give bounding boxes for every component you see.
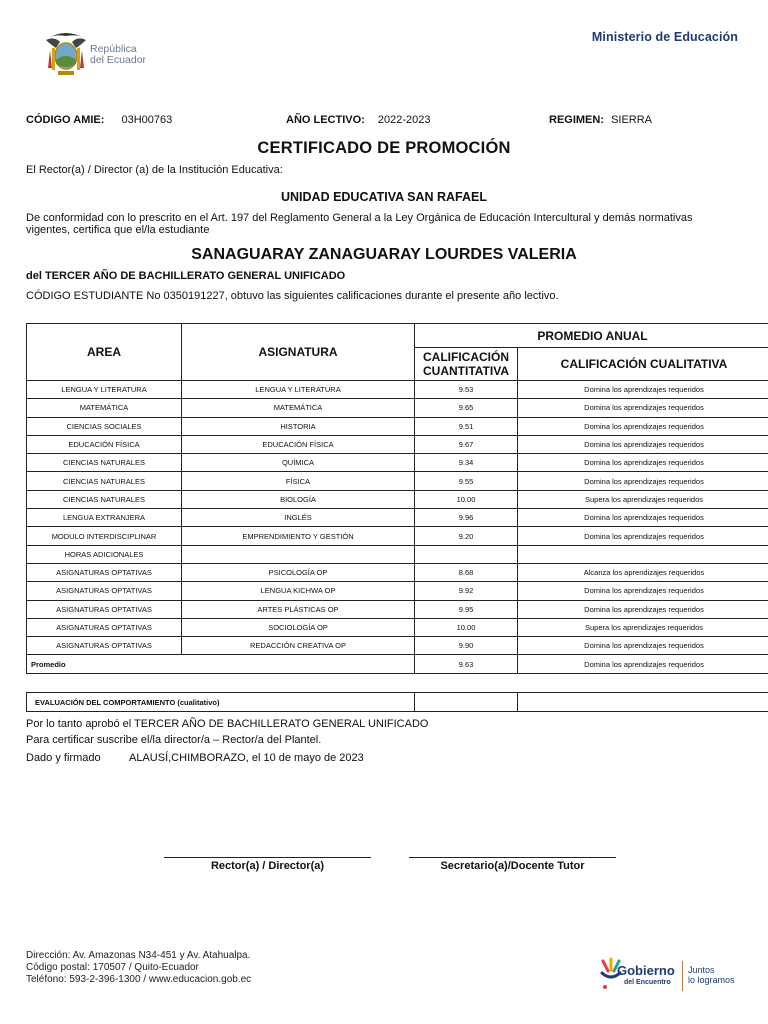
quant-cell: 9.20 (415, 527, 518, 545)
average-qual: Domina los aprendizajes requeridos (518, 655, 768, 673)
area-cell: ASIGNATURAS OPTATIVAS (27, 582, 182, 600)
signature-line-rector (164, 857, 371, 858)
grades-table (26, 323, 768, 674)
gobierno-divider (682, 961, 683, 991)
qual-cell: Domina los aprendizajes requeridos (518, 381, 768, 399)
amie-value: 03H00763 (121, 114, 173, 126)
gobierno-slogan-line2: lo logramos (688, 975, 735, 985)
header-subject: ASIGNATURA (182, 324, 415, 381)
qual-cell: Supera los aprendizajes requeridos (518, 618, 768, 636)
footer-phone: Teléfono: 593-2-396-1300 / www.educacion.gob.ec (26, 974, 252, 985)
area-cell: EDUCACIÓN FÍSICA (27, 435, 182, 453)
table-row (27, 582, 768, 600)
signed-label: Dado y firmado (26, 752, 101, 764)
year-label: AÑO LECTIVO: (286, 114, 365, 126)
gobierno-slogan (688, 965, 735, 985)
area-cell: CIENCIAS NATURALES (27, 454, 182, 472)
table-row (27, 472, 768, 490)
subject-cell: EMPRENDIMIENTO Y GESTIÓN (182, 527, 415, 545)
gobierno-encuentro: del Encuentro (624, 979, 671, 986)
qual-cell: Domina los aprendizajes requeridos (518, 417, 768, 435)
logo-text-ecuador: del Ecuador (90, 54, 147, 66)
course-text: del TERCER AÑO DE BACHILLERATO GENERAL UNIFICADO (26, 270, 346, 282)
quant-cell: 10.00 (415, 618, 518, 636)
conformity-text-line2: vigentes, certifica que el/la estudiante (26, 224, 210, 236)
area-cell: LENGUA Y LITERATURA (27, 381, 182, 399)
subject-cell: MATEMÁTICA (182, 399, 415, 417)
area-cell: CIENCIAS NATURALES (27, 472, 182, 490)
page-title: CERTIFICADO DE PROMOCIÓN (257, 139, 511, 157)
republica-logo (44, 28, 164, 82)
year-value: 2022-2023 (377, 114, 431, 126)
average-quant: 9.63 (415, 655, 518, 673)
area-cell: ASIGNATURAS OPTATIVAS (27, 618, 182, 636)
footer-postal: Código postal: 170507 / Quito-Ecuador (26, 962, 199, 973)
area-cell: LENGUA EXTRANJERA (27, 509, 182, 527)
regime-field (549, 114, 652, 126)
behavior-label: EVALUACIÓN DEL COMPORTAMIENTO (35, 697, 176, 707)
institution-name: UNIDAD EDUCATIVA SAN RAFAEL (280, 190, 488, 204)
quant-cell: 9.51 (415, 417, 518, 435)
subject-cell: PSICOLOGÍA OP (182, 563, 415, 581)
table-row (27, 381, 768, 399)
qual-cell: Domina los aprendizajes requeridos (518, 600, 768, 618)
subject-cell: INGLÉS (182, 509, 415, 527)
signed-place-date: ALAUSÍ,CHIMBORAZO, el 10 de mayo de 2023 (129, 752, 364, 764)
table-row (27, 454, 768, 472)
behavior-label-cell (27, 693, 415, 712)
table-row (27, 563, 768, 581)
quant-cell: 10.00 (415, 490, 518, 508)
area-cell: MODULO INTERDISCIPLINAR (27, 527, 182, 545)
area-cell: CIENCIAS NATURALES (27, 490, 182, 508)
student-code-text: CÓDIGO ESTUDIANTE No 0350191227, obtuvo las siguientes calificaciones durante el presente año lectivo. (26, 290, 559, 302)
subject-cell: BIOLOGÍA (182, 490, 415, 508)
qual-cell: Supera los aprendizajes requeridos (518, 490, 768, 508)
quant-cell: 9.96 (415, 509, 518, 527)
subject-cell (182, 545, 415, 563)
closing-line1: Por lo tanto aprobó el TERCER AÑO DE BACHILLERATO GENERAL UNIFICADO (26, 718, 429, 730)
area-cell: ASIGNATURAS OPTATIVAS (27, 563, 182, 581)
closing-line2: Para certificar suscribe el/la director/a – Rector/a del Plantel. (26, 734, 322, 746)
quant-cell: 9.34 (415, 454, 518, 472)
regime-label: REGIMEN: (549, 114, 604, 126)
ministry-name: Ministerio de Educación (591, 30, 738, 44)
qual-cell: Domina los aprendizajes requeridos (518, 472, 768, 490)
quant-cell: 8.68 (415, 563, 518, 581)
table-row (27, 417, 768, 435)
quant-cell: 9.92 (415, 582, 518, 600)
footer-address-block (26, 950, 251, 986)
qual-cell: Domina los aprendizajes requeridos (518, 399, 768, 417)
average-label: Promedio (27, 655, 415, 673)
table-row (27, 545, 768, 563)
table-row (27, 490, 768, 508)
qual-cell: Domina los aprendizajes requeridos (518, 637, 768, 655)
qual-cell: Domina los aprendizajes requeridos (518, 582, 768, 600)
subject-cell: QUÍMICA (182, 454, 415, 472)
table-row (27, 509, 768, 527)
quant-cell: 9.53 (415, 381, 518, 399)
table-row (27, 618, 768, 636)
coat-of-arms-icon (44, 28, 88, 78)
table-row (27, 435, 768, 453)
quant-cell: 9.55 (415, 472, 518, 490)
area-cell: CIENCIAS SOCIALES (27, 417, 182, 435)
gobierno-slogan-line1: Juntos (688, 965, 715, 975)
quant-cell: 9.65 (415, 399, 518, 417)
area-cell: ASIGNATURAS OPTATIVAS (27, 600, 182, 618)
signature-secretary: Secretario(a)/Docente Tutor (440, 860, 585, 872)
table-row (27, 600, 768, 618)
subject-cell: LENGUA KICHWA OP (182, 582, 415, 600)
header-qualitative: CALIFICACIÓN CUALITATIVA (518, 348, 768, 381)
subject-cell: EDUCACIÓN FÍSICA (182, 435, 415, 453)
subject-cell: LENGUA Y LITERATURA (182, 381, 415, 399)
subject-cell: SOCIOLOGÍA OP (182, 618, 415, 636)
qual-cell: Domina los aprendizajes requeridos (518, 527, 768, 545)
logo-text-republica: República (90, 43, 137, 55)
qual-cell: Alcanza los aprendizajes requeridos (518, 563, 768, 581)
subject-cell: HISTORIA (182, 417, 415, 435)
intro-text: El Rector(a) / Director (a) de la Institución Educativa: (26, 164, 283, 176)
qual-cell (518, 545, 768, 563)
quant-cell: 9.90 (415, 637, 518, 655)
subject-cell: REDACCIÓN CREATIVA OP (182, 637, 415, 655)
quant-cell: 9.67 (415, 435, 518, 453)
student-name: SANAGUARAY ZANAGUARAY LOURDES VALERIA (191, 246, 577, 263)
table-row (27, 399, 768, 417)
behavior-table (26, 692, 768, 712)
header-quantitative: CALIFICACIÓN CUANTITATIVA (415, 348, 518, 381)
quant-cell: 9.95 (415, 600, 518, 618)
area-cell: HORAS ADICIONALES (27, 545, 182, 563)
signature-rector: Rector(a) / Director(a) (210, 860, 325, 872)
conformity-text-line1: De conformidad con lo prescrito en el Art. 197 del Reglamento General a la Ley Orgánica de Educación Intercultural y demás normativas (26, 212, 693, 224)
behavior-qual-cell (518, 693, 768, 712)
gobierno-word: Gobierno (617, 963, 675, 978)
header-area: AREA (27, 324, 182, 381)
regime-value: SIERRA (611, 114, 653, 126)
quant-cell (415, 545, 518, 563)
subject-cell: FÍSICA (182, 472, 415, 490)
area-cell: MATEMÁTICA (27, 399, 182, 417)
behavior-sub: (cualitativo) (177, 697, 220, 707)
area-cell: ASIGNATURAS OPTATIVAS (27, 637, 182, 655)
table-row (27, 637, 768, 655)
amie-label: CÓDIGO AMIE: (26, 114, 105, 126)
average-row (27, 655, 768, 673)
footer-address: Dirección: Av. Amazonas N34-451 y Av. Atahualpa. (26, 950, 251, 961)
header-annual-average: PROMEDIO ANUAL (415, 324, 768, 348)
qual-cell: Domina los aprendizajes requeridos (518, 435, 768, 453)
signature-line-secretary (409, 857, 616, 858)
gobierno-logo (600, 955, 750, 995)
subject-cell: ARTES PLÁSTICAS OP (182, 600, 415, 618)
year-field (286, 114, 431, 126)
behavior-quant-cell (415, 693, 518, 712)
qual-cell: Domina los aprendizajes requeridos (518, 454, 768, 472)
table-row (27, 527, 768, 545)
qual-cell: Domina los aprendizajes requeridos (518, 509, 768, 527)
amie-field (26, 114, 172, 126)
